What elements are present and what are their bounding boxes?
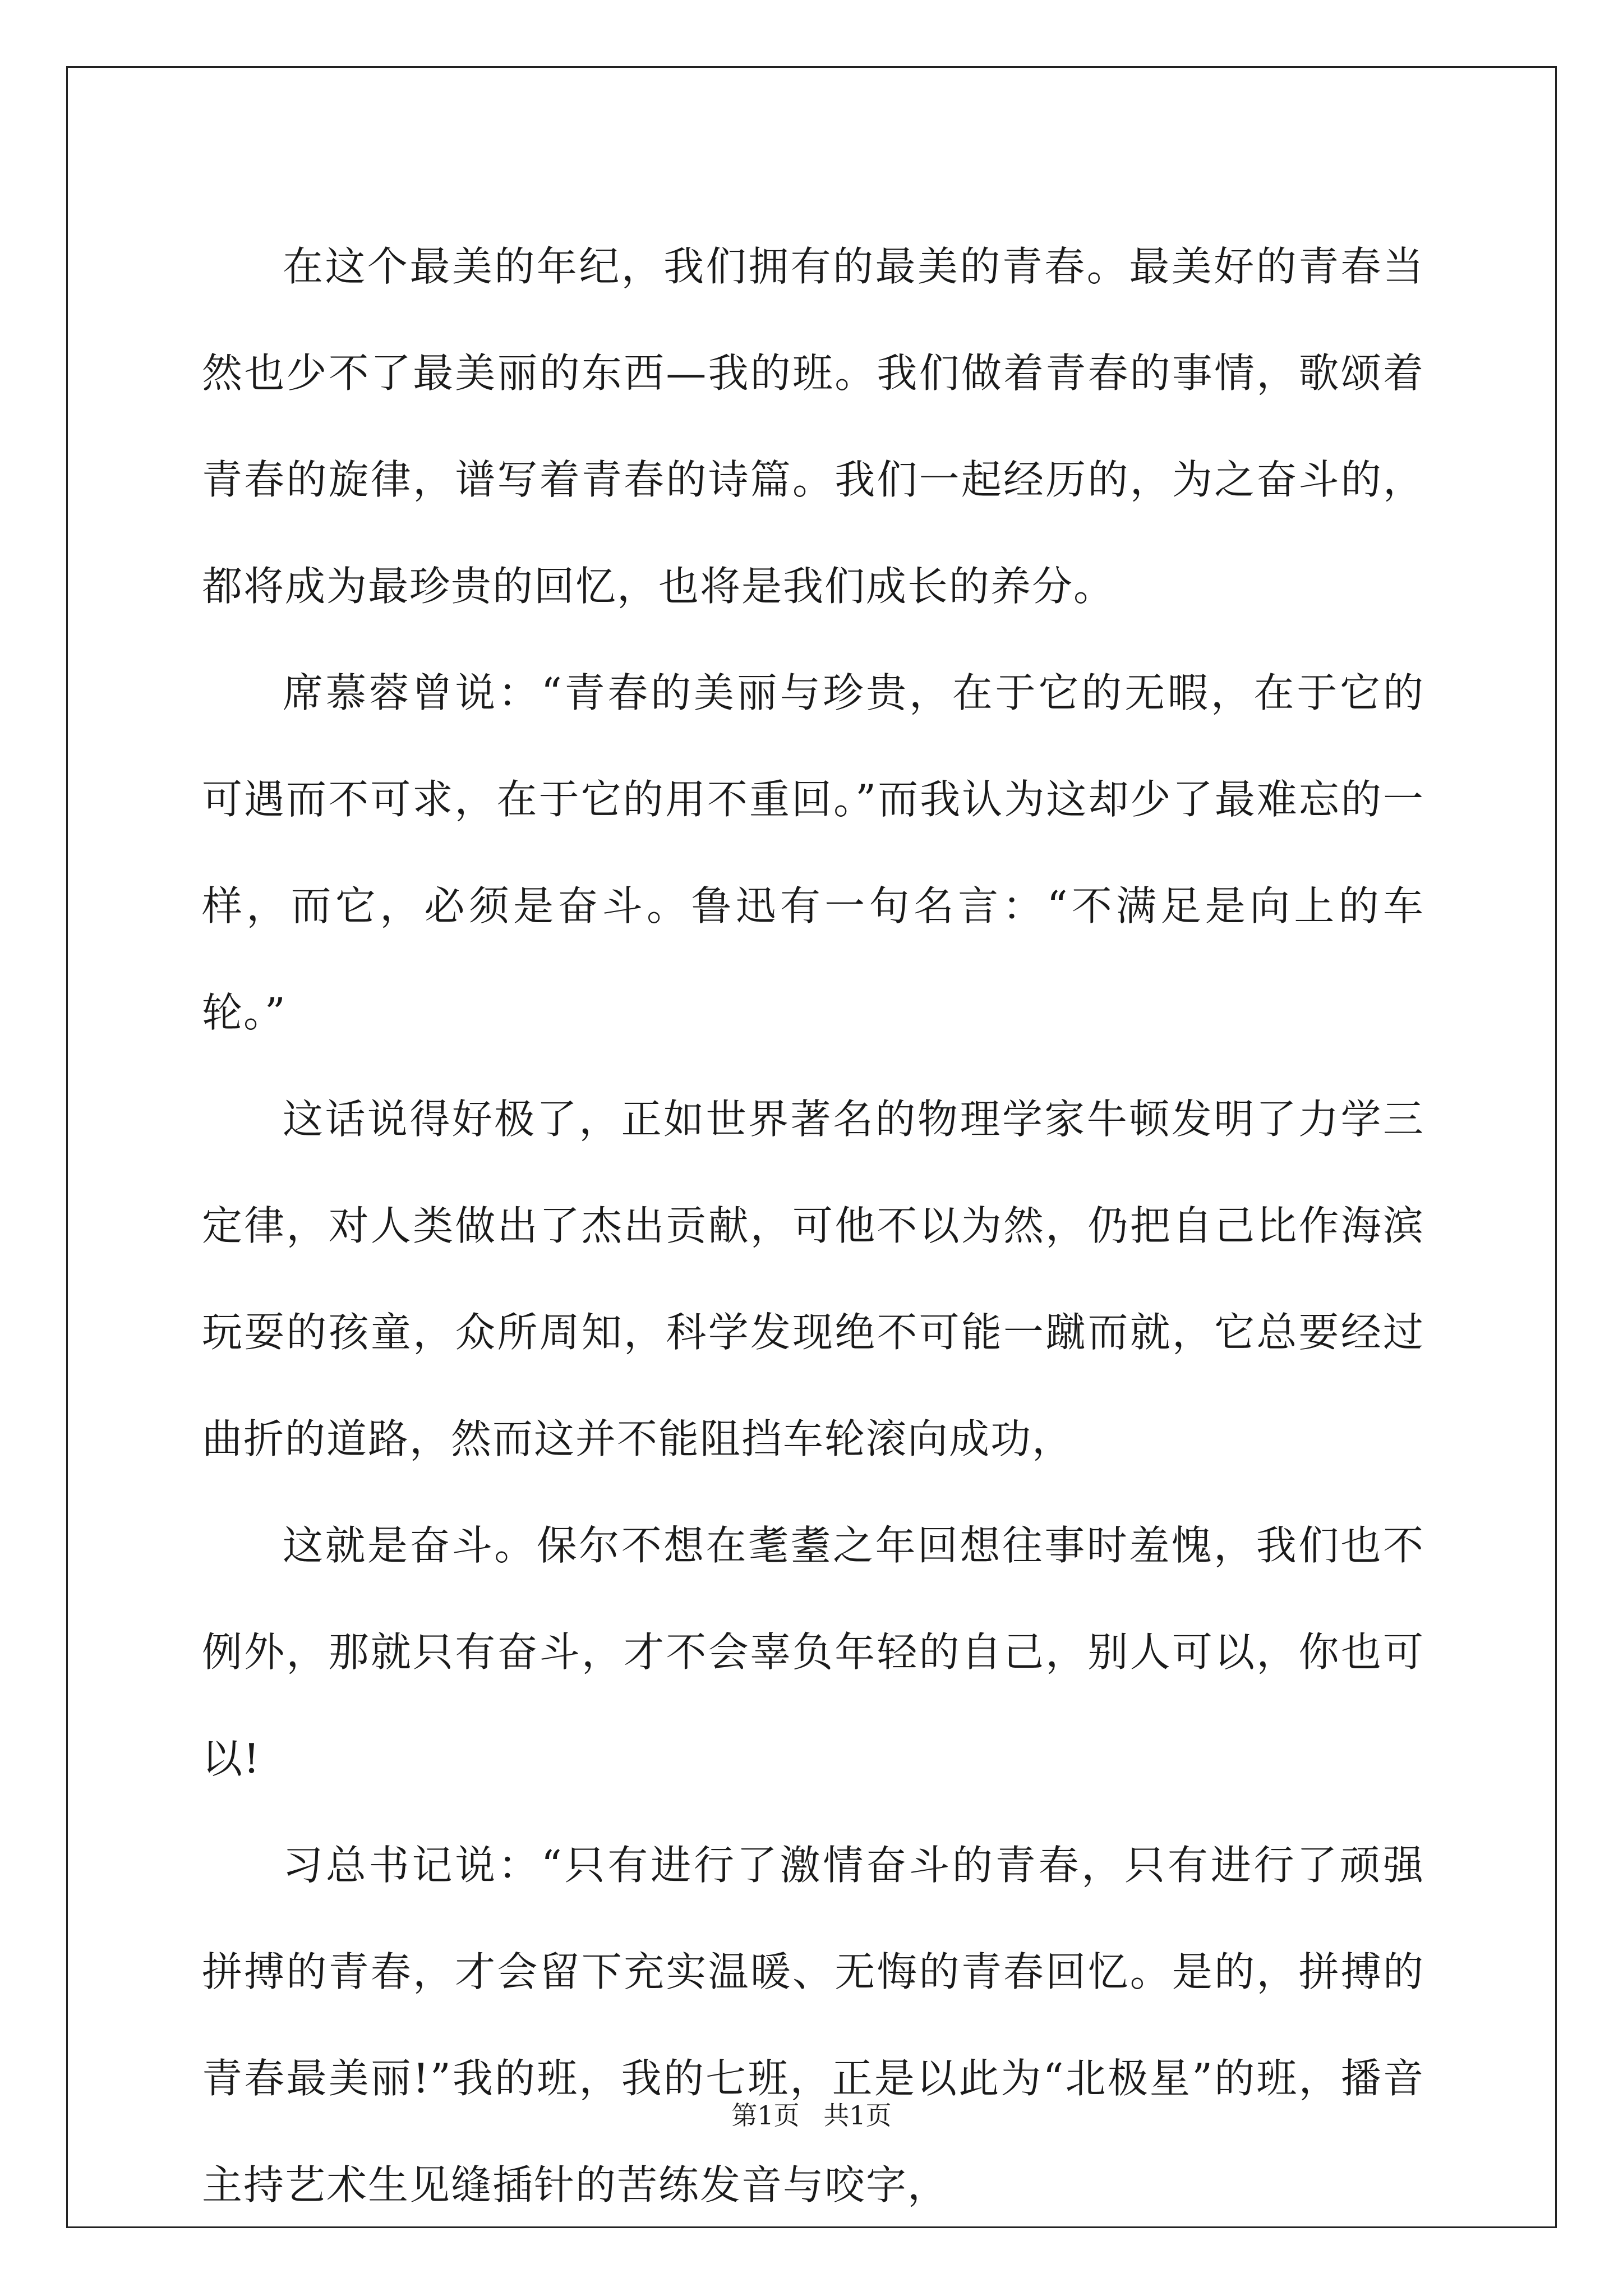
document-body [202,213,1424,2238]
paragraph: 习总书记说：“只有进行了激情奋斗的青春，只有进行了顽强拼搏的青春，才会留下充实温暖、无悔的青春回忆。是的，拼搏的青春最美丽!”我的班，我的七班，正是以此为“北极星”的班，播音主持艺术生见缝插针的苦练发音与咬字， [202,1842,1424,2208]
page-number: 第1页 [731,2100,800,2131]
paragraph: 席慕蓉曾说：“青春的美丽与珍贵，在于它的无暇，在于它的可遇而不可求，在于它的用不重回。”而我认为这却少了最难忘的一样，而它，必须是奋斗。鲁迅有一句名言：“不满足是向上的车轮。” [202,669,1424,1036]
page-footer [0,2095,1623,2132]
paragraph: 在这个最美的年纪，我们拥有的最美的青春。最美好的青春当然也少不了最美丽的东西—我的班。我们做着青春的事情，歌颂着青春的旋律，谱写着青春的诗篇。我们一起经历的，为之奋斗的，都将成为最珍贵的回忆，也将是我们成长的养分。 [202,243,1424,610]
paragraph: 这话说得好极了，正如世界著名的物理学家牛顿发明了力学三定律，对人类做出了杰出贡献，可他不以为然，仍把自己比作海滨玩耍的孩童，众所周知，科学发现绝不可能一蹴而就，它总要经过曲折的道路，然而这并不能阻挡车轮滚向成功， [202,1096,1424,1462]
paragraph: 这就是奋斗。保尔不想在耄耋之年回想往事时羞愧，我们也不例外，那就只有奋斗，才不会辜负年轻的自己，别人可以，你也可以! [202,1522,1424,1782]
page-count: 共1页 [823,2100,892,2131]
